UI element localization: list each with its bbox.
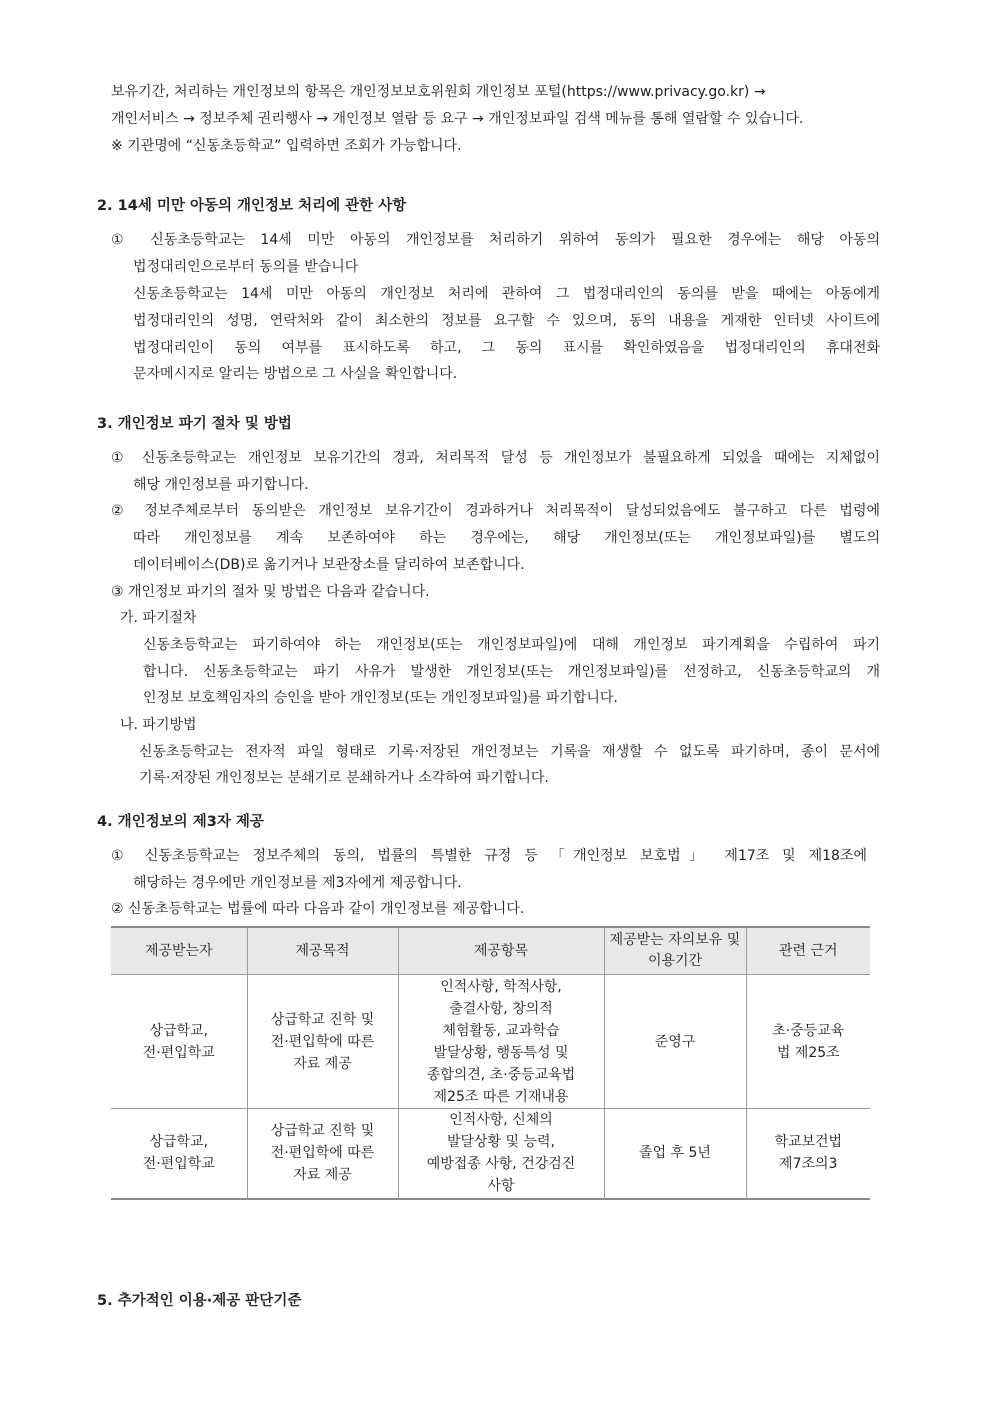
third-party-provision-table [111,926,870,1200]
cell-retention-period: 졸업 후 5년 [604,1109,746,1199]
paragraph-line: ② 정보주체로부터 동의받은 개인정보 보유기간이 경과하거나 처리목적이 달성되었음에도 불구하고 다른 법령에 [111,503,880,519]
cell-recipient: 상급학교, 전·편입학교 [111,975,247,1109]
paragraph-line: 해당 개인정보를 파기합니다. [133,477,309,493]
paragraph-line: 기록·저장된 개인정보는 분쇄기로 분쇄하거나 소각하여 파기합니다. [139,770,549,786]
paragraph-line: 법정대리인으로부터 동의를 받습니다 [133,259,359,275]
paragraph-line: 데이터베이스(DB)로 옮기거나 보관장소를 달리하여 보존합니다. [133,557,525,573]
header-legal-basis: 관련 근거 [746,927,870,975]
cell-purpose: 상급학교 진학 및 전·편입학에 따른 자료 제공 [247,1109,398,1199]
table-row [111,975,870,1109]
cell-purpose: 상급학교 진학 및 전·편입학에 따른 자료 제공 [247,975,398,1109]
paragraph-line: 신동초등학교는 14세 미만 아동의 개인정보 처리에 관하여 그 법정대리인의 동의를 받을 때에는 아동에게 [133,286,880,302]
paragraph-line: 신동초등학교는 파기하여야 하는 개인정보(또는 개인정보파일)에 대해 개인정보 파기계획을 수립하여 파기 [143,637,880,653]
intro-line: 개인서비스 → 정보주체 권리행사 → 개인정보 열람 등 요구 → 개인정보파일 검색 메뉴를 통해 열람할 수 있습니다. [111,111,804,127]
cell-legal-basis: 초·중등교육 법 제25조 [746,975,870,1109]
paragraph-line: 따라 개인정보를 계속 보존하여야 하는 경우에는, 해당 개인정보(또는 개인정보파일)를 별도의 [133,530,880,546]
cell-retention-period: 준영구 [604,975,746,1109]
cell-items: 인적사항, 신체의 발달상황 및 능력, 예방접종 사항, 건강검진 사항 [398,1109,604,1199]
paragraph-line: ① 신동초등학교는 정보주체의 동의, 법률의 특별한 규정 등 「개인정보 보호법」 제17조 및 제18조에 [111,848,867,864]
cell-recipient: 상급학교, 전·편입학교 [111,1109,247,1199]
paragraph-line: 문자메시지로 알리는 방법으로 그 사실을 확인합니다. [133,366,458,382]
section-heading: 4. 개인정보의 제3자 제공 [97,814,264,830]
paragraph-line: 법정대리인이 동의 여부를 표시하도록 하고, 그 동의 표시를 확인하였음을 법정대리인의 휴대전화 [133,340,880,356]
paragraph-line: 합니다. 신동초등학교는 파기 사유가 발생한 개인정보(또는 개인정보파일)를 선정하고, 신동초등학교의 개 [143,664,880,680]
paragraph-line: ③ 개인정보 파기의 절차 및 방법은 다음과 같습니다. [111,584,430,600]
cell-items: 인적사항, 학적사항, 출결사항, 창의적 체험활동, 교과학습 발달상황, 행동특성 및 종합의견, 초·중등교육법 제25조 따른 기재내용 [398,975,604,1109]
paragraph-line: 인정보 보호책임자의 승인을 받아 개인정보(또는 개인정보파일)를 파기합니다. [143,690,618,706]
cell-legal-basis: 학교보건법 제7조의3 [746,1109,870,1199]
section-heading: 2. 14세 미만 아동의 개인정보 처리에 관한 사항 [97,198,407,214]
table-header-row [111,927,870,975]
subsection-label: 나. 파기방법 [120,717,197,733]
paragraph-line: 신동초등학교는 전자적 파일 형태로 기록·저장된 개인정보는 기록을 재생할 수 없도록 파기하며, 종이 문서에 [139,744,880,760]
header-items: 제공항목 [398,927,604,975]
paragraph-line: ② 신동초등학교는 법률에 따라 다음과 같이 개인정보를 제공합니다. [111,901,525,917]
paragraph-line: ① 신동초등학교는 개인정보 보유기간의 경과, 처리목적 달성 등 개인정보가 불필요하게 되었을 때에는 지체없이 [111,450,880,466]
paragraph-line: 법정대리인의 성명, 연락처와 같이 최소한의 정보를 요구할 수 있으며, 동의 내용을 게재한 인터넷 사이트에 [133,313,880,329]
table-row [111,1109,870,1199]
subsection-label: 가. 파기절차 [120,610,197,626]
paragraph-line: 해당하는 경우에만 개인정보를 제3자에게 제공합니다. [133,875,462,891]
header-purpose: 제공목적 [247,927,398,975]
paragraph-line: ① 신동초등학교는 14세 미만 아동의 개인정보를 처리하기 위하여 동의가 필요한 경우에는 해당 아동의 [111,232,880,248]
header-retention-period: 제공받는 자의보유 및 이용기간 [604,927,746,975]
header-recipient: 제공받는자 [111,927,247,975]
section-heading: 3. 개인정보 파기 절차 및 방법 [97,416,292,432]
section-heading: 5. 추가적인 이용·제공 판단기준 [97,1293,302,1309]
intro-note: ※ 기관명에 “신동초등학교” 입력하면 조회가 가능합니다. [111,138,462,154]
intro-line: 보유기간, 처리하는 개인정보의 항목은 개인정보보호위원회 개인정보 포털(https://www.privacy.go.kr) → [111,84,766,100]
